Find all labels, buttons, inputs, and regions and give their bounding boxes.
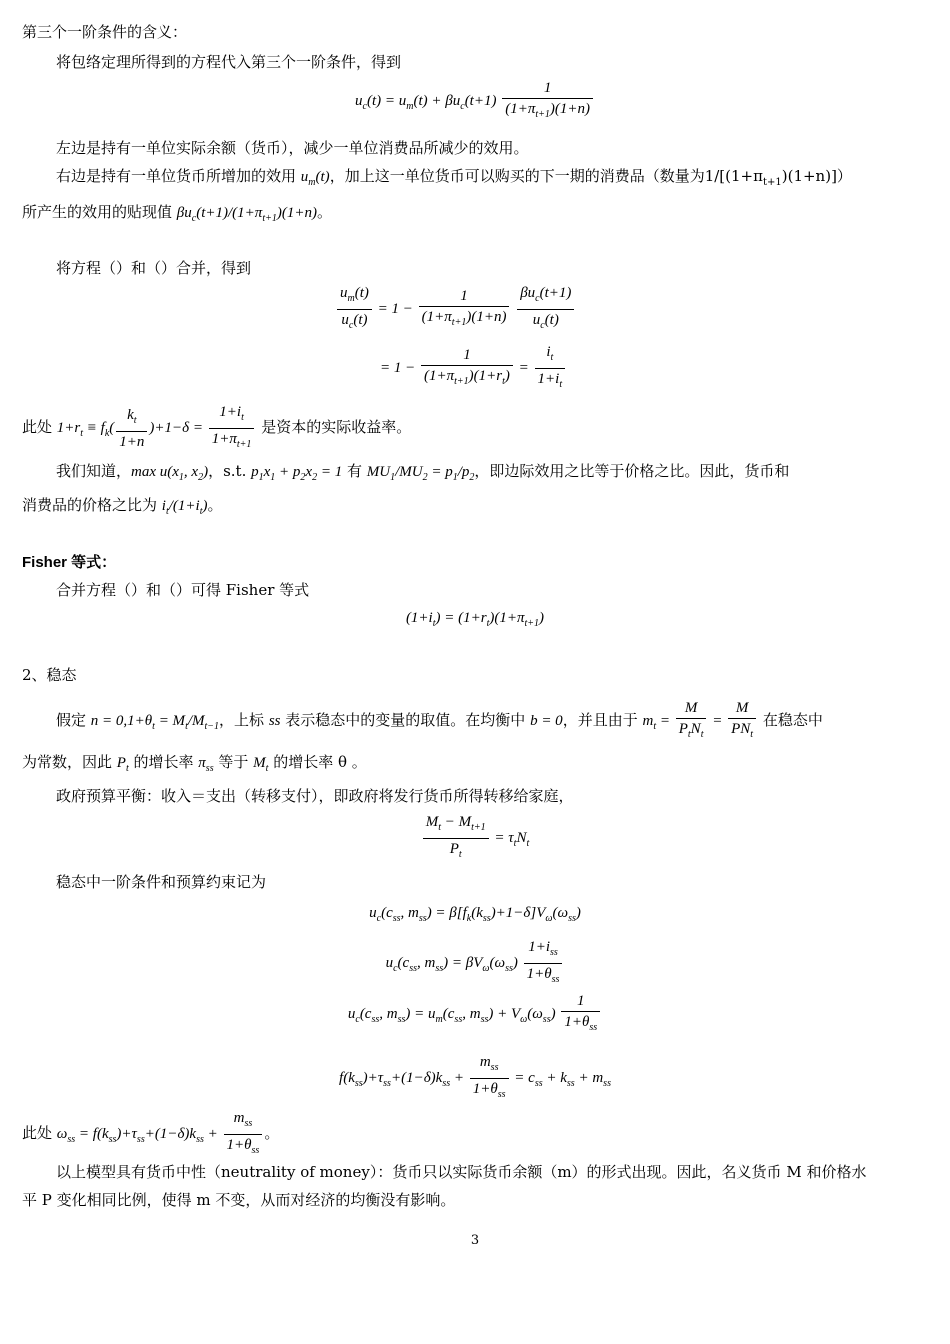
paragraph: 平 P 变化相同比例，使得 m 不变，从而对经济的均衡没有影响。	[22, 1191, 456, 1209]
equation-budget: $\frac{M_t - M_{t+1}}{P_t}$ = $\tau_tN_t$	[0, 812, 950, 865]
paragraph: 消费品的价格之比为 $i_t/(1+i_t)$。	[22, 496, 223, 517]
section-heading-fisher: Fisher 等式：	[22, 554, 117, 571]
paragraph: 为常数，因此 $P_t$ 的增长率 $\pi_{ss}$ 等于 $M_t$ 的增长率 θ 。	[22, 753, 367, 774]
paragraph: 左边是持有一单位实际余额（货币），减少一单位消费品所减少的效用。	[56, 139, 529, 157]
paragraph-omega: 此处 $\omega_{ss} = f(k_{ss})+\tau_{ss}+(1-\delta)k_{ss}$ + $\frac{m_{ss}}{1+\theta_{ss}}$ 。	[22, 1110, 280, 1156]
paragraph: 合并方程（）和（）可得 Fisher 等式	[56, 581, 310, 599]
paragraph: 我们知道，$\max u(x_1$, $x_2$)，s.t. $p_1x_1 + p_2x_2 = 1$ 有 $MU_1/MU_2 = p_1/p_2$，即边际效用之比等于价格之比。因此，货币和	[56, 462, 790, 483]
equation-ss-3: $u_c(c_{ss}$, $m_{ss}) = u_m(c_{ss}$, $m_{ss}) + V_\omega(\omega_{ss})$ $\frac{1}{1+\theta_{ss}}$	[0, 991, 950, 1038]
paragraph: 将包络定理所得到的方程代入第三个一阶条件，得到	[56, 53, 402, 71]
equation-ss-4: $f(k_{ss})+\tau_{ss}+(1-\delta)k_{ss}$ + $\frac{m_{ss}}{1+\theta_{ss}}$ = $c_{ss} + k_{ss} + m_{ss}$	[339, 1054, 611, 1100]
paragraph: 假定 $n = 0,1+\theta_t = M_t/M_{t-1}$，上标 ss 表示稳态中的变量的取值。在均衡中 b = 0，并且由于 $m_t$ = $\frac{M}{P_tN_t}$ = $\frac{M}{PN_t}$ 在稳态中	[56, 700, 823, 740]
section-heading-third-foc: 第三个一阶条件的含义：	[22, 23, 188, 41]
section-heading-steady-state: 2、稳态	[22, 666, 77, 684]
paragraph: 以上模型具有货币中性（neutrality of money）：货币只以实际货币余额（m）的形式出现。因此，名义货币 M 和价格水	[56, 1163, 867, 1181]
equation-ss-1: $u_c(c_{ss}$, $m_{ss}) = \beta[f_k(k_{ss})+1-\delta]V_\omega(\omega_{ss})$	[369, 905, 581, 924]
equation-fisher: $(1+i_t) = (1+r_t)(1+\pi_{t+1})$	[405, 610, 545, 629]
paragraph: 右边是持有一单位货币所增加的效用 $u_m(t)$，加上这一单位货币可以购买的下一期的消费品（数量为$1/[(1+\pi_{t+1})(1+n)]$）	[56, 167, 852, 188]
equation-ss-2: $u_c(c_{ss}$, $m_{ss}) = \beta V_\omega(\omega_{ss})$ $\frac{1+i_{ss}}{1+\theta_{ss}}$	[0, 937, 950, 990]
equation-combined-2: = 1 − $\frac{1}{(1+\pi_{t+1})(1+r_t)}$ = $\frac{i_t}{1+i_t}$	[380, 342, 567, 395]
page-number: 3	[470, 1233, 480, 1248]
paragraph: 将方程（）和（）合并，得到	[56, 259, 252, 277]
paragraph: 政府预算平衡：收入＝支出（转移支付），即政府将发行货币所得转移给家庭，	[56, 787, 574, 805]
equation-envelope: $u_c(t) = u_m(t) + \beta u_c(t+1)$ $\frac{1}{(1+\pi_{t+1})(1+n)}$	[0, 78, 950, 125]
paragraph-real-return: 此处 $1+r_t \equiv f_k$( $\frac{k_t}{1+n}$ )+1−δ = $\frac{1+i_t}{1+\pi_{t+1}}$ 是资本的实际收益率。	[22, 404, 412, 450]
paragraph: 所产生的效用的贴现值 $\beta u_c(t+1)/(1+\pi_{t+1})(1+n)$。	[22, 203, 332, 224]
equation-combined-1: $\frac{u_m(t)}{u_c(t)}$ = 1 − $\frac{1}{(1+\pi_{t+1})(1+n)}$ $\frac{\beta u_c(t+1)}{u_c(t)}$	[335, 283, 576, 336]
paragraph: 稳态中一阶条件和预算约束记为	[56, 873, 267, 891]
